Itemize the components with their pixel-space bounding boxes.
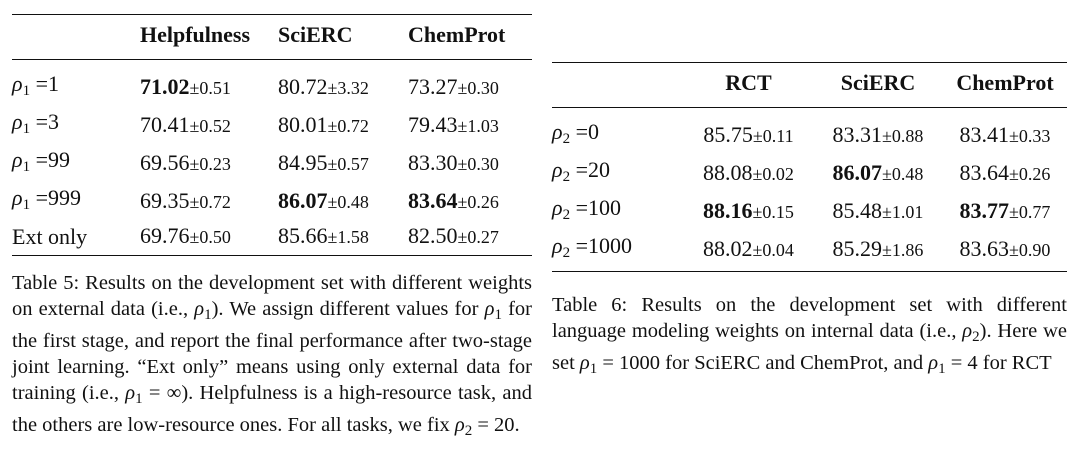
table-cell [408,60,532,108]
rho-symbol: ρ [552,195,563,220]
cell-std: ±0.11 [752,126,794,146]
row-label-text: =3 [35,109,59,134]
table-cell [684,155,813,193]
cell-std: ±0.33 [1009,126,1051,146]
cell-value: 83.41 [959,122,1010,147]
rho-subscript: 1 [22,83,31,99]
cell-std: ±0.30 [457,78,499,98]
rho-subscript: 1 [22,159,31,175]
table-cell [140,221,278,256]
row-label-text: =1 [35,71,59,96]
table-row [12,221,532,256]
rho-subscript: 1 [22,197,31,213]
cell-value: 83.77 [959,198,1010,223]
rho-subscript: 2 [562,245,571,261]
cell-value: 83.31 [832,122,883,147]
cell-value: 69.35 [140,188,190,213]
table-5 [12,14,532,256]
row-label [12,145,140,183]
cell-value: 83.30 [408,150,458,175]
cell-std: ±1.03 [457,116,499,136]
cell-std: ±0.77 [1009,202,1051,222]
cell-value: 73.27 [408,74,458,99]
cell-std: ±1.86 [882,240,924,260]
row-label [12,107,140,145]
cell-value: 83.64 [408,188,458,213]
cell-std: ±0.04 [752,240,794,260]
table-6-header-scierc: SciERC [813,63,943,108]
row-label [12,183,140,221]
table-cell [813,193,943,231]
cell-value: 83.64 [959,160,1010,185]
table-6-header-empty [552,63,684,108]
rho-symbol: ρ [552,233,563,258]
table-cell [943,231,1067,272]
rho-symbol: ρ [12,71,23,96]
table-cell [408,145,532,183]
row-label [552,155,684,193]
table-5-header-row [12,15,532,60]
table-5-header-chemprot: ChemProt [408,15,532,60]
table-cell [684,231,813,272]
row-label [552,231,684,272]
cell-value: 82.50 [408,223,458,248]
row-label-text: =999 [35,185,81,210]
cell-value: 80.72 [278,74,328,99]
table-cell [813,108,943,156]
cell-std: ±0.88 [882,126,924,146]
rho-symbol: ρ [552,119,563,144]
table-cell [140,60,278,108]
table-row [12,107,532,145]
rho-symbol: ρ [12,147,23,172]
rho-subscript: 2 [562,207,571,223]
cell-std: ±0.27 [457,227,499,247]
table-cell [684,108,813,156]
cell-value: 79.43 [408,112,458,137]
row-label [12,60,140,108]
cell-std: ±0.48 [882,164,924,184]
table-cell [140,183,278,221]
table-cell [408,107,532,145]
row-label-text: =99 [35,147,70,172]
table-6-body [552,108,1067,272]
table-6-header-chemprot: ChemProt [943,63,1067,108]
rho-symbol: ρ [12,109,23,134]
cell-value: 85.29 [832,236,883,261]
table-row [552,155,1067,193]
table-cell [408,221,532,256]
table-row [552,193,1067,231]
rho-symbol: ρ [552,157,563,182]
table-cell [813,155,943,193]
cell-std: ±0.26 [1009,164,1051,184]
row-label [552,193,684,231]
rho-symbol: ρ [12,185,23,210]
row-label [12,221,140,256]
table-6 [552,62,1067,272]
cell-std: ±0.15 [752,202,794,222]
table-cell [943,155,1067,193]
table-cell [140,145,278,183]
cell-std: ±0.48 [327,192,369,212]
cell-std: ±0.30 [457,154,499,174]
cell-std: ±0.72 [189,192,231,212]
cell-std: ±0.72 [327,116,369,136]
cell-value: 85.48 [832,198,883,223]
cell-std: ±0.23 [189,154,231,174]
table-cell [278,221,408,256]
cell-value: 85.66 [278,223,328,248]
table-cell [943,108,1067,156]
table-6-caption: Table 6: Results on the development set with different language modeling weights on internal data (i.e., $\rho_2$). Here we set $\rho_1 = 1000$ for SciERC and ChemProt, and $\rho_1 = 4$ for RCT [552,294,1067,377]
table-row [12,183,532,221]
cell-std: ±0.50 [189,227,231,247]
cell-value: 70.41 [140,112,190,137]
cell-std: ±0.52 [189,116,231,136]
cell-value: 86.07 [832,160,883,185]
cell-value: 88.16 [703,198,753,223]
table-cell [684,193,813,231]
table-cell [943,193,1067,231]
cell-std: ±1.01 [882,202,924,222]
rho-subscript: 2 [562,169,571,185]
row-label [552,108,684,156]
cell-value: 85.75 [703,122,753,147]
table-5-body [12,60,532,256]
cell-value: 88.08 [703,160,753,185]
cell-std: ±0.26 [457,192,499,212]
cell-value: 86.07 [278,188,328,213]
cell-std: ±0.51 [189,78,231,98]
cell-std: ±1.58 [327,227,369,247]
cell-value: 80.01 [278,112,328,137]
table-5-header-empty [12,15,140,60]
row-label-text: =0 [575,119,599,144]
cell-std: ±3.32 [327,78,369,98]
cell-value: 83.63 [959,236,1010,261]
cell-value: 88.02 [703,236,753,261]
rho-subscript: 2 [562,131,571,147]
table-row [552,231,1067,272]
table-5-caption: Table 5: Results on the development set with different weights on external data (i.e., $\rho_1$). We assign different values for $\rho_1$ for the first stage, and report the final performance after two-stage joint learning. “Ext only” means using only external data for training (i.e., $\rho_1$ = ∞). Helpfulness is a high-resource task, and the others are low-resource ones. For all tasks, we fix $\rho_2 = 20$. [12,272,532,439]
cell-value: 71.02 [140,74,190,99]
table-row [12,60,532,108]
row-label-text: Ext only [12,223,88,249]
table-cell [140,107,278,145]
table-cell [278,107,408,145]
rho-subscript: 1 [22,121,31,137]
table-6-header-rct: RCT [684,63,813,108]
cell-std: ±0.02 [752,164,794,184]
table-cell [813,231,943,272]
cell-std: ±0.57 [327,154,369,174]
table-5-block [12,14,532,444]
table-6-block [552,62,1067,382]
table-cell [278,183,408,221]
table-cell [408,183,532,221]
table-row [552,108,1067,156]
row-label-text: =1000 [575,233,632,258]
table-cell [278,60,408,108]
row-label-text: =100 [575,195,621,220]
cell-value: 84.95 [278,150,328,175]
table-row [12,145,532,183]
cell-value: 69.56 [140,150,190,175]
row-label-text: =20 [575,157,610,182]
table-6-header-row [552,63,1067,108]
table-5-header-helpfulness: Helpfulness [140,15,278,60]
table-5-header-scierc: SciERC [278,15,408,60]
table-cell [278,145,408,183]
cell-std: ±0.90 [1009,240,1051,260]
cell-value: 69.76 [140,223,190,248]
